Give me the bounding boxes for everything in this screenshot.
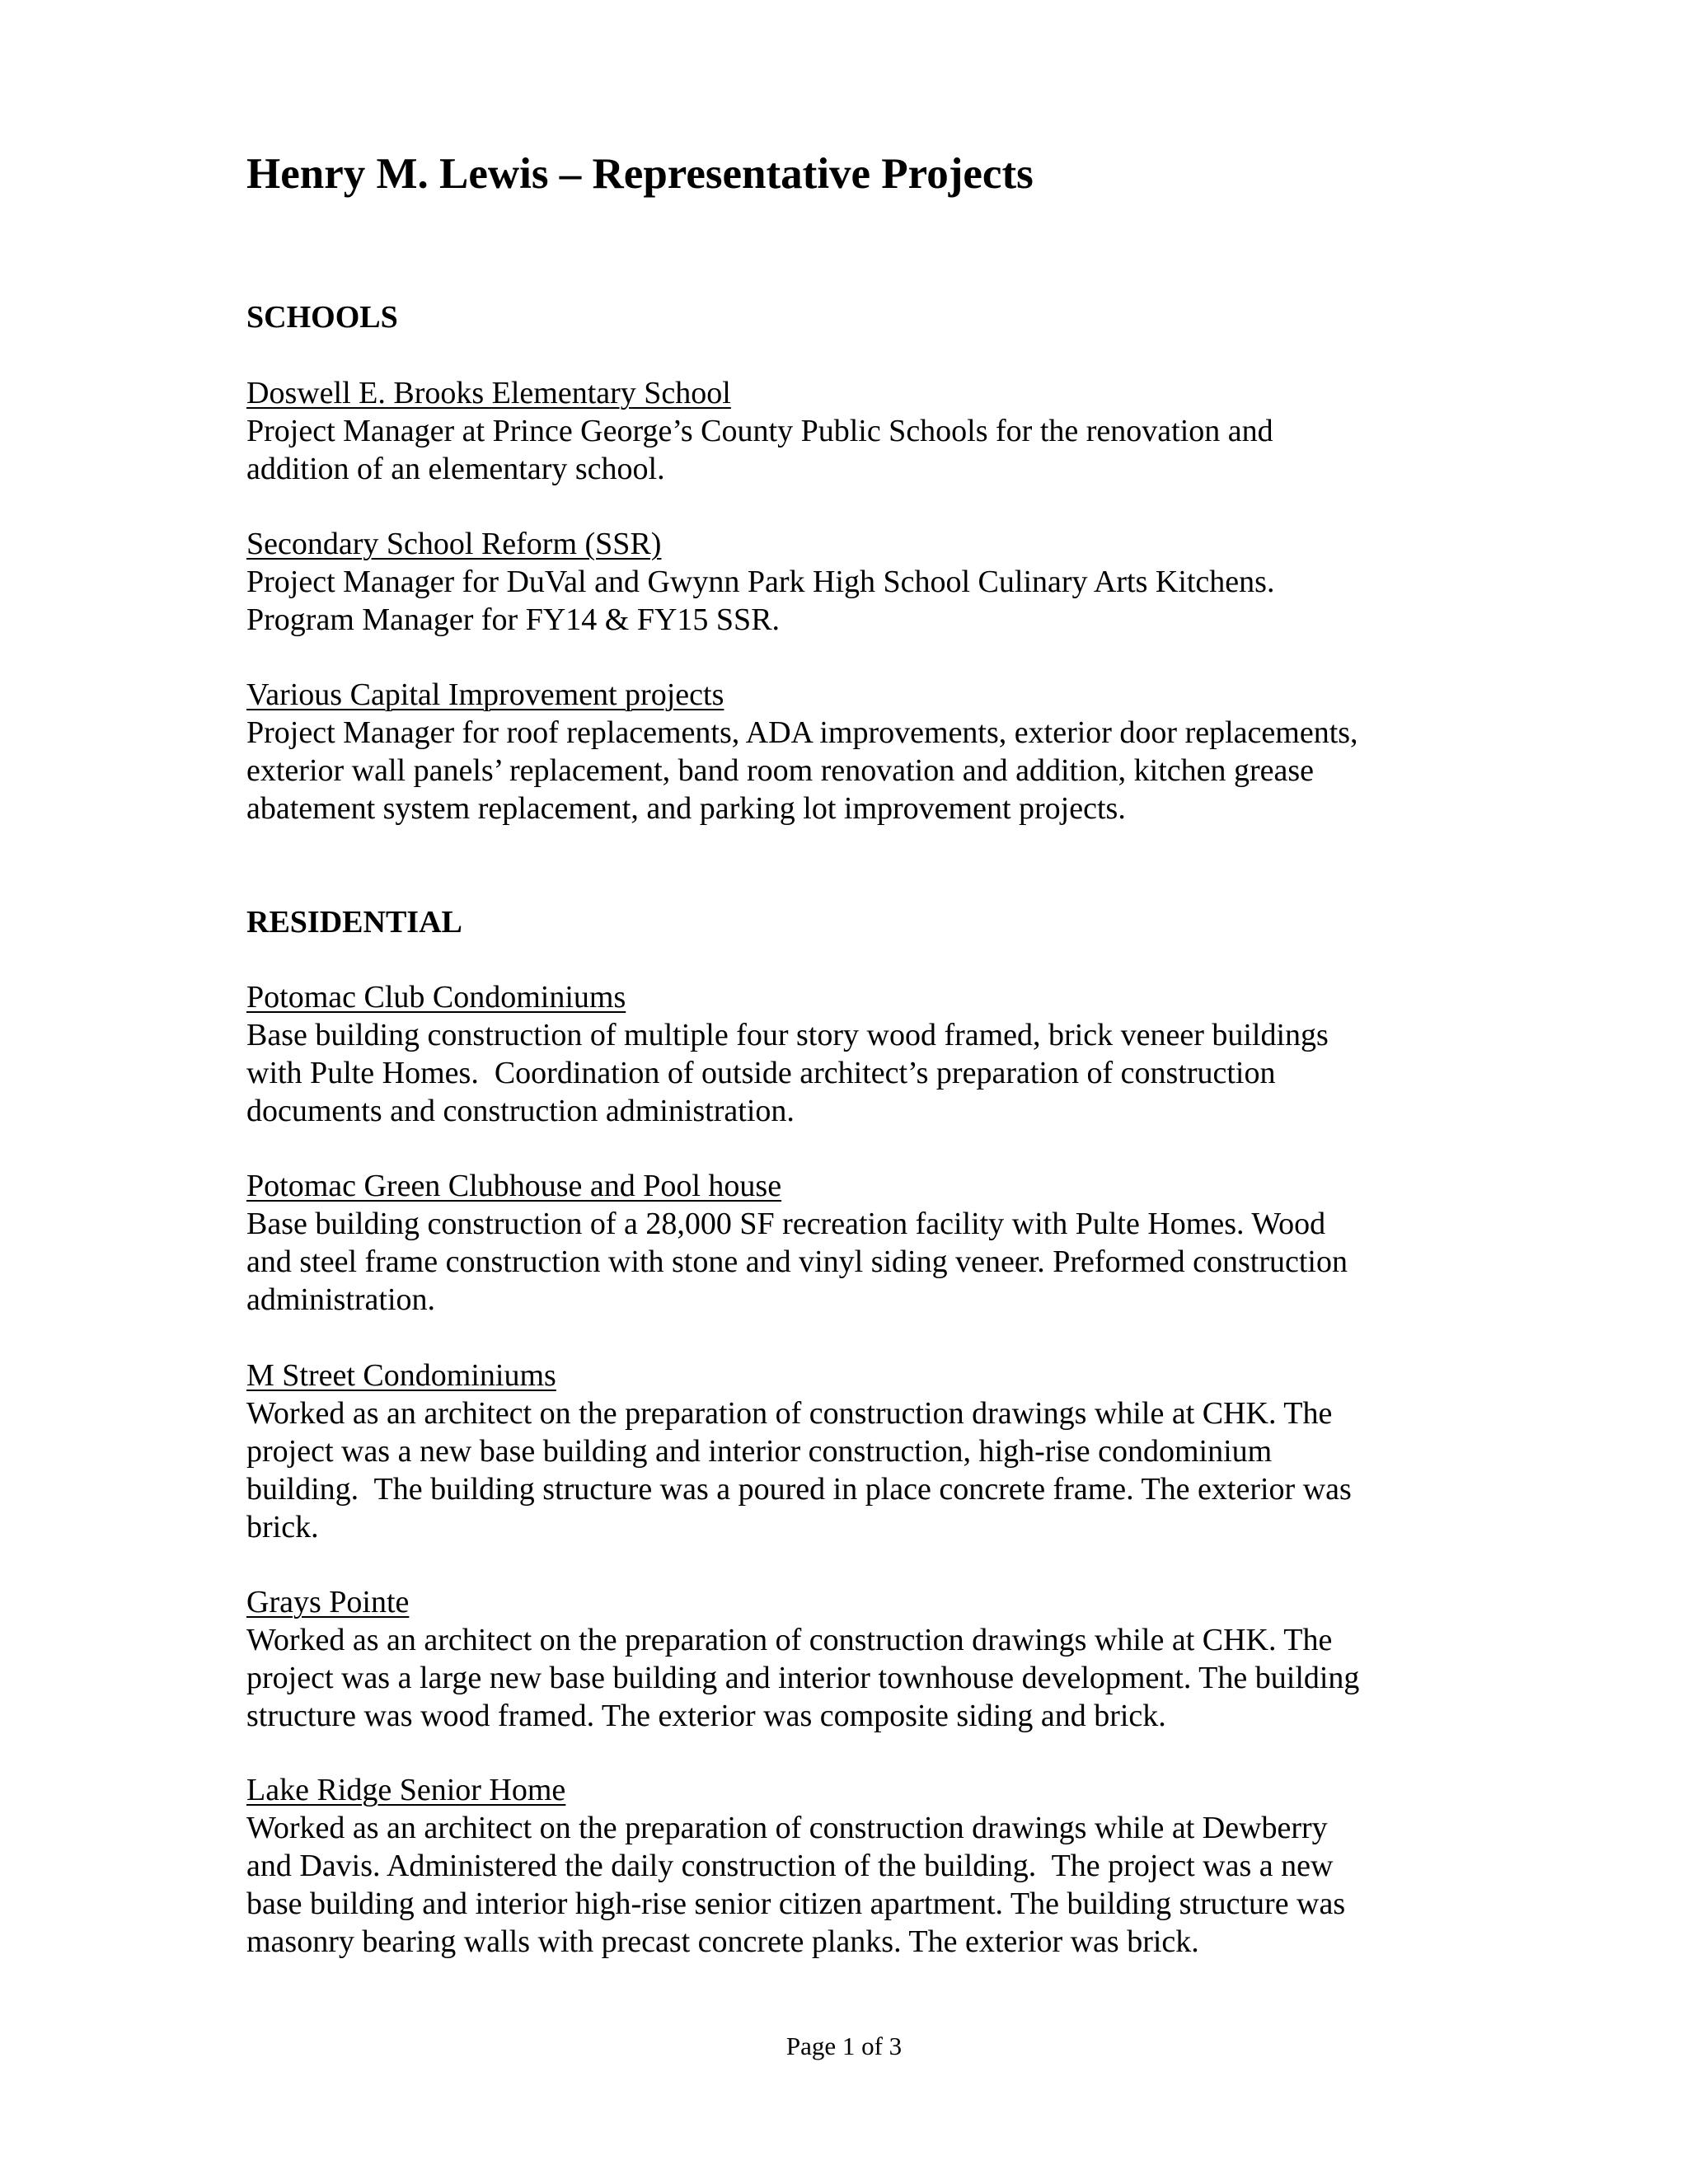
- description-line: with Pulte Homes. Coordination of outside architect’s preparation of construction: [246, 1056, 1276, 1090]
- page-number: Page 1 of 3: [785, 2032, 903, 2060]
- project-description: [246, 1016, 1450, 1130]
- project-capital-improvement: [246, 676, 1450, 827]
- description-line: Base building construction of multiple four story wood framed, brick veneer buildings: [246, 1018, 1329, 1052]
- project-m-street: [246, 1357, 1450, 1546]
- section-heading-schools: SCHOOLS: [246, 300, 398, 335]
- project-lake-ridge: [246, 1771, 1450, 1961]
- project-grays-pointe: [246, 1583, 1450, 1735]
- description-line: and Davis. Administered the daily construction of the building. The project was a new: [246, 1849, 1334, 1883]
- description-line: and steel frame construction with stone and vinyl siding veneer. Preformed construction: [246, 1244, 1348, 1279]
- description-line: brick.: [246, 1510, 319, 1544]
- project-potomac-club: [246, 978, 1450, 1130]
- project-name: Grays Pointe: [246, 1585, 410, 1619]
- description-line: Worked as an architect on the preparation of construction drawings while at CHK. The: [246, 1623, 1333, 1657]
- description-line: Program Manager for FY14 & FY15 SSR.: [246, 602, 781, 637]
- project-description: [246, 1621, 1450, 1735]
- description-line: base building and interior high-rise senior citizen apartment. The building structure was: [246, 1886, 1346, 1921]
- description-line: abatement system replacement, and parking lot improvement projects.: [246, 791, 1126, 826]
- project-potomac-green: [246, 1167, 1450, 1319]
- description-line: structure was wood framed. The exterior was composite siding and brick.: [246, 1699, 1166, 1733]
- project-description: [246, 412, 1450, 488]
- description-line: documents and construction administration.: [246, 1094, 795, 1128]
- project-doswell-brooks: [246, 374, 1450, 488]
- project-description: [246, 714, 1450, 827]
- description-line: Worked as an architect on the preparation of construction drawings while at CHK. The: [246, 1396, 1333, 1431]
- description-line: project was a large new base building and interior townhouse development. The building: [246, 1661, 1360, 1695]
- project-name: Potomac Green Clubhouse and Pool house: [246, 1169, 782, 1203]
- description-line: Project Manager for DuVal and Gwynn Park High School Culinary Arts Kitchens.: [246, 565, 1275, 599]
- description-line: exterior wall panels’ replacement, band room renovation and addition, kitchen grease: [246, 753, 1315, 788]
- description-line: addition of an elementary school.: [246, 452, 665, 486]
- description-line: project was a new base building and interior construction, high-rise condominium: [246, 1434, 1273, 1469]
- project-description: [246, 1205, 1450, 1319]
- project-description: [246, 1809, 1450, 1961]
- description-line: building. The building structure was a poured in place concrete frame. The exterior was: [246, 1472, 1352, 1507]
- project-description: [246, 563, 1450, 639]
- project-name: Various Capital Improvement projects: [246, 677, 724, 712]
- document-title: Henry M. Lewis – Representative Projects: [246, 150, 1034, 198]
- project-description: [246, 1394, 1450, 1546]
- project-secondary-school-reform: [246, 525, 1450, 639]
- project-name: Secondary School Reform (SSR): [246, 527, 662, 561]
- project-name: Lake Ridge Senior Home: [246, 1773, 566, 1807]
- project-name: Potomac Club Condominiums: [246, 980, 626, 1015]
- description-line: Base building construction of a 28,000 SF recreation facility with Pulte Homes. Wood: [246, 1207, 1326, 1241]
- project-name: M Street Condominiums: [246, 1358, 556, 1393]
- section-heading-residential: RESIDENTIAL: [246, 905, 462, 940]
- project-name: Doswell E. Brooks Elementary School: [246, 376, 731, 410]
- description-line: Worked as an architect on the preparation of construction drawings while at Dewberry: [246, 1811, 1328, 1845]
- description-line: Project Manager for roof replacements, ADA improvements, exterior door replacements,: [246, 715, 1358, 750]
- description-line: masonry bearing walls with precast concrete planks. The exterior was brick.: [246, 1924, 1199, 1959]
- description-line: Project Manager at Prince George’s County Public Schools for the renovation and: [246, 414, 1273, 448]
- description-line: administration.: [246, 1282, 436, 1317]
